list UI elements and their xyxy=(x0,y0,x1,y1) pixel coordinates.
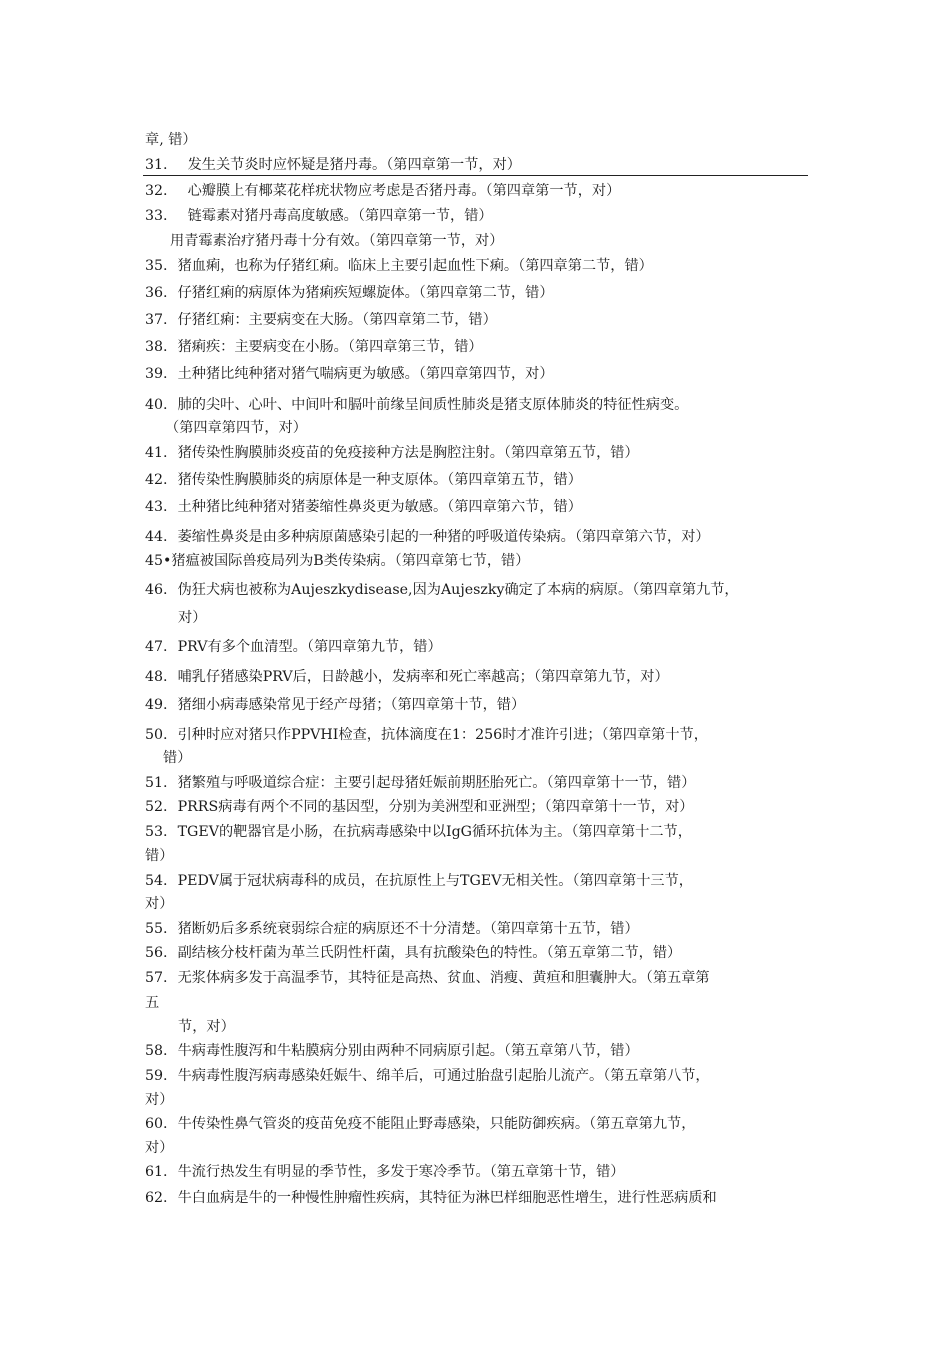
text-line xyxy=(145,470,810,490)
text-line xyxy=(145,725,810,745)
item-number: 39. xyxy=(145,366,168,382)
item-text: PRV有多个血清型。（第四章第九节，错） xyxy=(177,639,442,655)
text-line xyxy=(145,993,810,1013)
item-text: 猪血痢，也称为仔猪红痢。临床上主要引起血性下痢。（第四章第二节，错） xyxy=(177,258,653,274)
item-text: 心瓣膜上有椰菜花样疣状物应考虑是否猪丹毒。（第四章第一节，对） xyxy=(187,183,621,199)
item-number: 44. xyxy=(145,529,168,545)
text-line xyxy=(163,748,810,768)
text-line xyxy=(145,395,810,415)
text-line xyxy=(145,206,810,226)
text-line xyxy=(145,497,810,517)
item-number: 52. xyxy=(145,799,168,815)
text-line xyxy=(145,337,810,357)
text-line xyxy=(145,773,810,793)
text-line xyxy=(145,527,810,547)
item-text: 牛白血病是牛的一种慢性肿瘤性疾病，其特征为淋巴样细胞恶性增生，进行性恶病质和 xyxy=(177,1190,717,1206)
item-text: 用青霉素治疗猪丹毒十分有效。（第四章第一节，对） xyxy=(170,233,504,249)
text-line xyxy=(145,846,810,866)
item-text: 土种猪比纯种猪对猪气喘病更为敏感。（第四章第四节，对） xyxy=(177,366,554,382)
item-text: 猪传染性胸膜肺炎的病原体是一种支原体。（第四章第五节，错） xyxy=(177,472,582,488)
item-number: 36. xyxy=(145,285,168,301)
text-line xyxy=(145,310,810,330)
item-text: 牛病毒性腹泻病毒感染妊娠牛、绵羊后，可通过胎盘引起胎儿流产。（第五章第八节， xyxy=(177,1068,710,1084)
text-line xyxy=(145,894,810,914)
text-line xyxy=(145,443,810,463)
item-number: 48. xyxy=(145,669,168,685)
item-text: 节，对） xyxy=(178,1019,235,1035)
item-text: 肺的尖叶、心叶、中间叶和膈叶前缘呈间质性肺炎是猪支原体肺炎的特征性病变。 xyxy=(177,397,689,413)
item-number: 53. xyxy=(145,824,168,840)
item-text: 伪狂犬病也被称为Aujeszkydisease,因为Aujeszky确定了本病的病原。（第四章第九节， xyxy=(177,582,739,598)
item-text: 对） xyxy=(145,1092,174,1108)
text-line xyxy=(145,130,810,150)
item-text: 五 xyxy=(145,995,160,1011)
item-number: 35. xyxy=(145,258,168,274)
item-text: 对） xyxy=(145,1140,174,1156)
text-line xyxy=(145,1162,810,1182)
text-line xyxy=(145,1138,810,1158)
item-text: 牛流行热发生有明显的季节性，多发于寒冷季节。（第五章第十节，错） xyxy=(177,1164,625,1180)
item-number: 50. xyxy=(145,727,168,743)
item-text: 章, 错） xyxy=(145,132,197,148)
item-number: 55. xyxy=(145,921,168,937)
item-number: 45• xyxy=(145,553,172,569)
text-line xyxy=(145,364,810,384)
item-number: 60. xyxy=(145,1116,168,1132)
item-text: 对） xyxy=(145,896,174,912)
text-line xyxy=(145,1066,810,1086)
item-text: PRRS病毒有两个不同的基因型，分别为美洲型和亚洲型；（第四章第十一节，对） xyxy=(177,799,694,815)
text-line xyxy=(145,256,810,276)
item-number: 43. xyxy=(145,499,168,515)
text-line xyxy=(145,1188,810,1208)
item-text: 萎缩性鼻炎是由多种病原菌感染引起的一种猪的呼吸道传染病。（第四章第六节，对） xyxy=(177,529,710,545)
text-line xyxy=(170,231,810,251)
item-text: 错） xyxy=(145,848,174,864)
text-line xyxy=(165,418,810,438)
item-text: 发生关节炎时应怀疑是猪丹毒。（第四章第一节，对） xyxy=(187,157,521,173)
item-text: 哺乳仔猪感染PRV后，日龄越小，发病率和死亡率越高；（第四章第九节，对） xyxy=(177,669,669,685)
item-number: 47. xyxy=(145,639,168,655)
text-line xyxy=(178,608,810,628)
text-line xyxy=(145,637,810,657)
text-line xyxy=(145,1114,810,1134)
item-text: 错） xyxy=(163,750,192,766)
item-number: 59. xyxy=(145,1068,168,1084)
item-text: 无浆体病多发于高温季节，其特征是高热、贫血、消瘦、黄疸和胆囊肿大。（第五章第 xyxy=(177,970,710,986)
item-text: 猪繁殖与呼吸道综合症：主要引起母猪妊娠前期胚胎死亡。（第四章第十一节，错） xyxy=(177,775,696,791)
item-text: 链霉素对猪丹毒高度敏感。（第四章第一节，错） xyxy=(187,208,493,224)
item-text: 猪瘟被国际兽疫局列为B类传染病。（第四章第七节，错） xyxy=(171,553,530,569)
text-line xyxy=(145,551,810,571)
text-line xyxy=(145,968,810,988)
item-number: 61. xyxy=(145,1164,168,1180)
item-number: 56. xyxy=(145,945,168,961)
item-text: 仔猪红痢：主要病变在大肠。（第四章第二节，错） xyxy=(177,312,497,328)
item-number: 33. xyxy=(145,208,168,224)
item-number: 41. xyxy=(145,445,168,461)
text-line xyxy=(145,822,810,842)
item-number: 38. xyxy=(145,339,168,355)
item-number: 58. xyxy=(145,1043,168,1059)
text-line xyxy=(145,871,810,891)
item-text: 副结核分枝杆菌为革兰氏阴性杆菌，具有抗酸染色的特性。（第五章第二节，错） xyxy=(177,945,682,961)
text-line xyxy=(145,695,810,715)
underline-rule xyxy=(143,175,808,176)
item-number: 31. xyxy=(145,157,168,173)
item-number: 42. xyxy=(145,472,168,488)
item-number: 40. xyxy=(145,397,168,413)
item-text: 猪断奶后多系统衰弱综合症的病原还不十分清楚。（第四章第十五节，错） xyxy=(177,921,639,937)
text-line xyxy=(145,580,810,600)
item-text: 仔猪红痢的病原体为猪痢疾短螺旋体。（第四章第二节，错） xyxy=(177,285,554,301)
item-text: 猪传染性胸膜肺炎疫苗的免疫接种方法是胸腔注射。（第四章第五节，错） xyxy=(177,445,639,461)
text-line xyxy=(145,797,810,817)
text-line xyxy=(145,155,810,175)
text-line xyxy=(145,943,810,963)
text-line xyxy=(145,1041,810,1061)
item-text: 猪痢疾：主要病变在小肠。（第四章第三节，错） xyxy=(177,339,483,355)
text-line xyxy=(145,1090,810,1110)
item-number: 32. xyxy=(145,183,168,199)
text-line xyxy=(145,919,810,939)
item-text: 对） xyxy=(178,610,207,626)
item-number: 37. xyxy=(145,312,168,328)
item-text: 引种时应对猪只作PPVHI检查，抗体滴度在1：256时才准许引进；（第四章第十节， xyxy=(177,727,708,743)
item-number: 54. xyxy=(145,873,168,889)
item-text: 牛病毒性腹泻和牛粘膜病分别由两种不同病原引起。（第五章第八节，错） xyxy=(177,1043,639,1059)
item-text: PEDV属于冠状病毒科的成员，在抗原性上与TGEV无相关性。（第四章第十三节， xyxy=(177,873,693,889)
item-text: （第四章第四节，对） xyxy=(165,420,307,436)
item-number: 62. xyxy=(145,1190,168,1206)
text-line xyxy=(145,667,810,687)
item-text: 牛传染性鼻气管炎的疫苗免疫不能阻止野毒感染，只能防御疾病。（第五章第九节， xyxy=(177,1116,696,1132)
text-line xyxy=(145,181,810,201)
item-text: 猪细小病毒感染常见于经产母猪；（第四章第十节，错） xyxy=(177,697,526,713)
item-number: 57. xyxy=(145,970,168,986)
text-line xyxy=(145,283,810,303)
text-line xyxy=(178,1017,810,1037)
item-number: 46. xyxy=(145,582,168,598)
item-text: 土种猪比纯种猪对猪萎缩性鼻炎更为敏感。（第四章第六节，错） xyxy=(177,499,582,515)
item-number: 49. xyxy=(145,697,168,713)
item-number: 51. xyxy=(145,775,168,791)
item-text: TGEV的靶器官是小肠，在抗病毒感染中以IgG循环抗体为主。（第四章第十二节， xyxy=(177,824,692,840)
